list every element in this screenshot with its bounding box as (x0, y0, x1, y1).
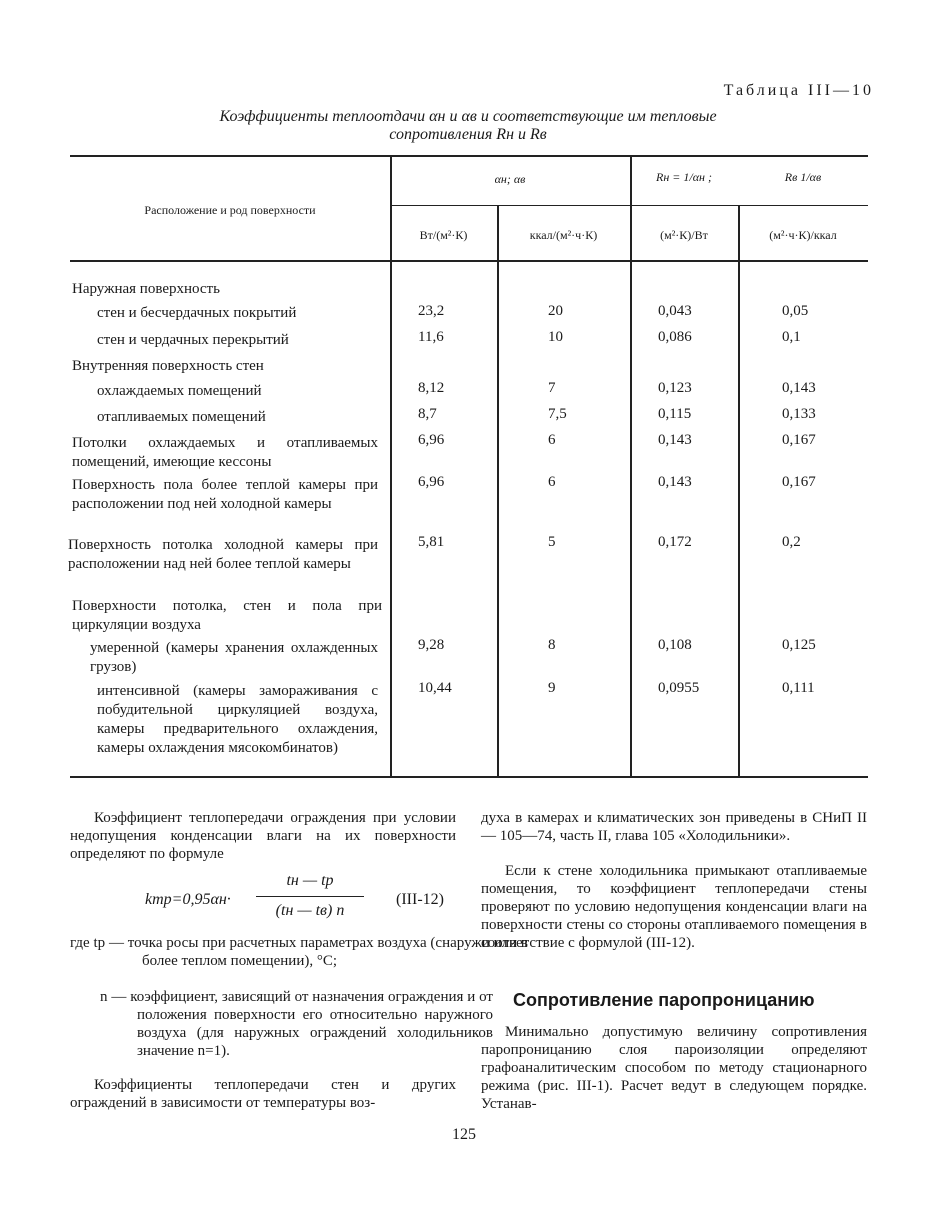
cell-rn: 0,0955 (658, 680, 700, 696)
row-label: Наружная поверхность (72, 281, 220, 297)
cell-rv: 0,1 (782, 329, 801, 345)
cell-w: 10,44 (418, 680, 452, 696)
right-paragraph-1: духа в камерах и климатических зон приведены в СНиП II — 105—74, часть II, глава 105 «Холодильники». (481, 810, 867, 844)
formula-lhs: kтр=0,95αн· (145, 891, 231, 908)
cell-kcal: 20 (548, 303, 563, 319)
cell-rn: 0,115 (658, 406, 692, 422)
cell-rn: 0,143 (658, 432, 692, 448)
cell-rv: 0,133 (782, 406, 816, 422)
cell-w: 8,7 (418, 406, 437, 422)
right-paragraph-2: Если к стене холодильника примыкают отапливаемые помещения, то коэффициент теплопередачи стены проверяют по условию недопущения конденсации влаги на поверхности стены со стороны отапливаемого помещения в соответствие с формулой (III-12). (481, 863, 867, 951)
cell-rv: 0,167 (782, 474, 816, 490)
cell-kcal: 8 (548, 637, 556, 653)
row-label: Поверхность потолка холодной камеры при расположении над ней более теплой камеры (68, 537, 378, 572)
section-heading: Сопротивление паропроницанию (513, 990, 815, 1010)
cell-w: 11,6 (418, 329, 444, 345)
cell-w: 23,2 (418, 303, 445, 319)
cell-rn: 0,143 (658, 474, 692, 490)
formula-denominator: (tн — tв) n (275, 902, 345, 919)
right-paragraph-3: Минимально допустимую величину сопротивления паропроницанию слоя пароизоляции определяют графоаналитическим способом по методу стационарного режима (рис. III-1). Расчет ведут в следующем порядке. Устанав- (481, 1024, 867, 1112)
header-row-label: Расположение и род поверхности (144, 203, 316, 217)
row-label: умеренной (камеры хранения охлажденных грузов) (90, 640, 378, 675)
cell-rv: 0,111 (782, 680, 815, 696)
table-caption-line2: сопротивления Rн и Rв (389, 126, 547, 143)
row-label: Потолки охлаждаемых и отапливаемых помещений, имеющие кессоны (72, 435, 378, 470)
row-label: стен и бесчердачных покрытий (97, 305, 297, 321)
formula-numerator: tн — tр (286, 872, 334, 889)
table-caption-line1: Коэффициенты теплоотдачи αн и αв и соответствующие им тепловые (219, 108, 717, 125)
header-rn: Rн = 1/αн ; (656, 170, 712, 184)
header-unit-mk-w: (м²·К)/Вт (660, 228, 708, 242)
header-alpha: αн; αв (494, 172, 526, 186)
row-label: интенсивной (камеры замораживания с побудительной циркуляцией воздуха, камеры предварительного охлаждения, камеры охлаждения мясокомбинатов) (97, 683, 378, 756)
cell-rn: 0,123 (658, 380, 692, 396)
cell-rv: 0,05 (782, 303, 809, 319)
cell-kcal: 5 (548, 534, 556, 550)
cell-kcal: 9 (548, 680, 556, 696)
where-n: n — коэффициент, зависящий от назначения ограждения и от положения поверхности его относительно наружного воздуха (для наружных ограждений холодильников значение n=1). (100, 989, 493, 1059)
row-label: стен и чердачных перекрытий (97, 332, 289, 348)
cell-rv: 0,125 (782, 637, 816, 653)
cell-rn: 0,108 (658, 637, 692, 653)
cell-kcal: 7,5 (548, 406, 567, 422)
row-label: охлаждаемых помещений (97, 383, 262, 399)
cell-kcal: 6 (548, 432, 556, 448)
header-unit-mhk-kcal: (м²·ч·К)/ккал (769, 228, 837, 242)
header-unit-w: Вт/(м²·К) (419, 228, 468, 242)
cell-rv: 0,143 (782, 380, 816, 396)
cell-w: 9,28 (418, 637, 445, 653)
cell-rn: 0,172 (658, 534, 692, 550)
cell-rv: 0,167 (782, 432, 816, 448)
cell-rn: 0,086 (658, 329, 692, 345)
cell-kcal: 10 (548, 329, 563, 345)
left-paragraph-1: Коэффициент теплопередачи ограждения при условии недопущения конденсации влаги на их поверхности определяют по формуле (70, 810, 456, 862)
cell-w: 5,81 (418, 534, 445, 550)
formula-number: (III-12) (396, 891, 444, 908)
row-label: Внутренняя поверхность стен (72, 358, 264, 374)
header-rv: Rв 1/αв (784, 170, 822, 184)
cell-kcal: 7 (548, 380, 556, 396)
page-number: 125 (452, 1126, 476, 1143)
row-label: Поверхность пола более теплой камеры при расположении под ней холодной камеры (72, 477, 378, 512)
left-paragraph-2: Коэффициенты теплопередачи стен и других ограждений в зависимости от температуры воз- (70, 1077, 456, 1111)
cell-rv: 0,2 (782, 534, 801, 550)
cell-w: 8,12 (418, 380, 445, 396)
where-tp: где tр — точка росы при расчетных параметрах воздуха (снаружи или в более теплом помещении), °С; (70, 935, 528, 969)
table-number: Таблица III—10 (723, 82, 874, 99)
cell-w: 6,96 (418, 432, 445, 448)
cell-w: 6,96 (418, 474, 445, 490)
cell-kcal: 6 (548, 474, 556, 490)
cell-rn: 0,043 (658, 303, 692, 319)
header-unit-kcal: ккал/(м²·ч·К) (529, 228, 598, 242)
row-label: отапливаемых помещений (97, 409, 266, 425)
row-label: Поверхности потолка, стен и пола при циркуляции воздуха (72, 598, 382, 633)
